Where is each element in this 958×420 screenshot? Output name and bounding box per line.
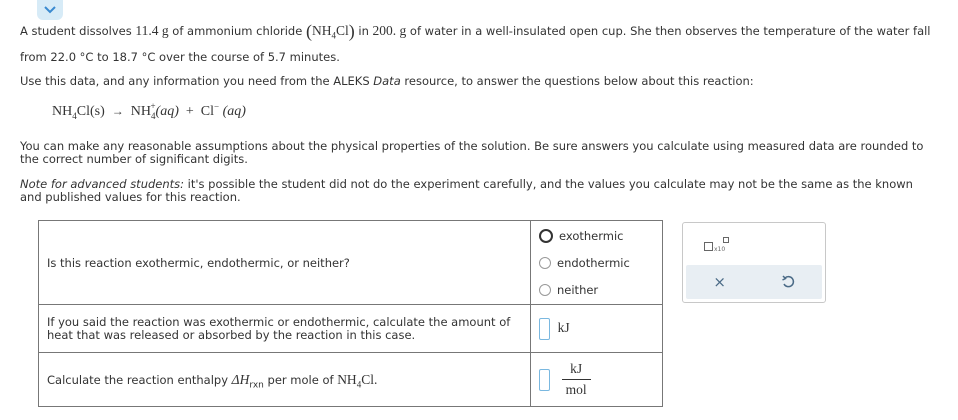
radio-selected-icon[interactable]	[539, 229, 553, 243]
question-2-answer	[531, 305, 663, 353]
question-1-text: Is this reaction exothermic, endothermic, or neither?	[39, 221, 531, 305]
option-neither[interactable]: neither	[539, 276, 662, 303]
option-exothermic[interactable]: exothermic	[539, 222, 662, 249]
answer-tools-panel	[682, 222, 826, 303]
unit-kj-per-mol: $\frac{kJ}{\text{mol}}$	[562, 361, 591, 398]
question-table	[38, 220, 663, 407]
reaction-equation: $NH_4Cl(s) \to NH_4^+(aq) + Cl^-$ (aq)	[52, 101, 246, 121]
question-1-answers	[531, 221, 663, 305]
svg-text:x10: x10	[714, 246, 726, 253]
undo-icon[interactable]	[781, 275, 795, 289]
question-2-text: If you said the reaction was exothermic or endothermic, calculate the amount of heat that was released or absorbed by the reaction in this case.	[39, 305, 531, 353]
collapse-tab[interactable]	[37, 0, 63, 20]
clear-button[interactable]: ×	[713, 273, 726, 291]
radio-icon[interactable]	[539, 257, 551, 269]
instructions: Use this data, and any information you need from the ALEKS Data resource, to answer the questions below about this reaction:	[20, 74, 754, 88]
radio-icon[interactable]	[539, 284, 551, 296]
heat-answer-input[interactable]	[539, 318, 550, 340]
chevron-down-icon	[44, 6, 56, 14]
question-3-text: Calculate the reaction enthalpy $\Delta H_{rxn}$ per mole of $NH_4Cl$.	[39, 353, 531, 407]
assumptions-text: You can make any reasonable assumptions about the physical properties of the solution. Be sure answers you calculate using measured data are rounded to the correct number of significant digits.	[20, 139, 924, 166]
problem-line-1: A student dissolves 11.4 g of ammonium chloride $(NH_4Cl)$ in 200. g of water in a well-insulated open cup. She then observes the temperature of the water fall	[20, 21, 931, 41]
question-3-answer	[531, 353, 663, 407]
scientific-notation-icon[interactable]	[704, 237, 730, 253]
problem-line-2: from 22.0 °C to 18.7 °C over the course of 5.7 minutes.	[20, 50, 340, 64]
option-endothermic[interactable]: endothermic	[539, 249, 662, 276]
enthalpy-answer-input[interactable]	[539, 369, 550, 391]
advanced-note: Note for advanced students: it's possible the student did not do the experiment carefully, and the values you calculate may not be the same as the known and published values for this reaction.	[20, 177, 913, 204]
unit-kj: kJ	[557, 320, 570, 335]
